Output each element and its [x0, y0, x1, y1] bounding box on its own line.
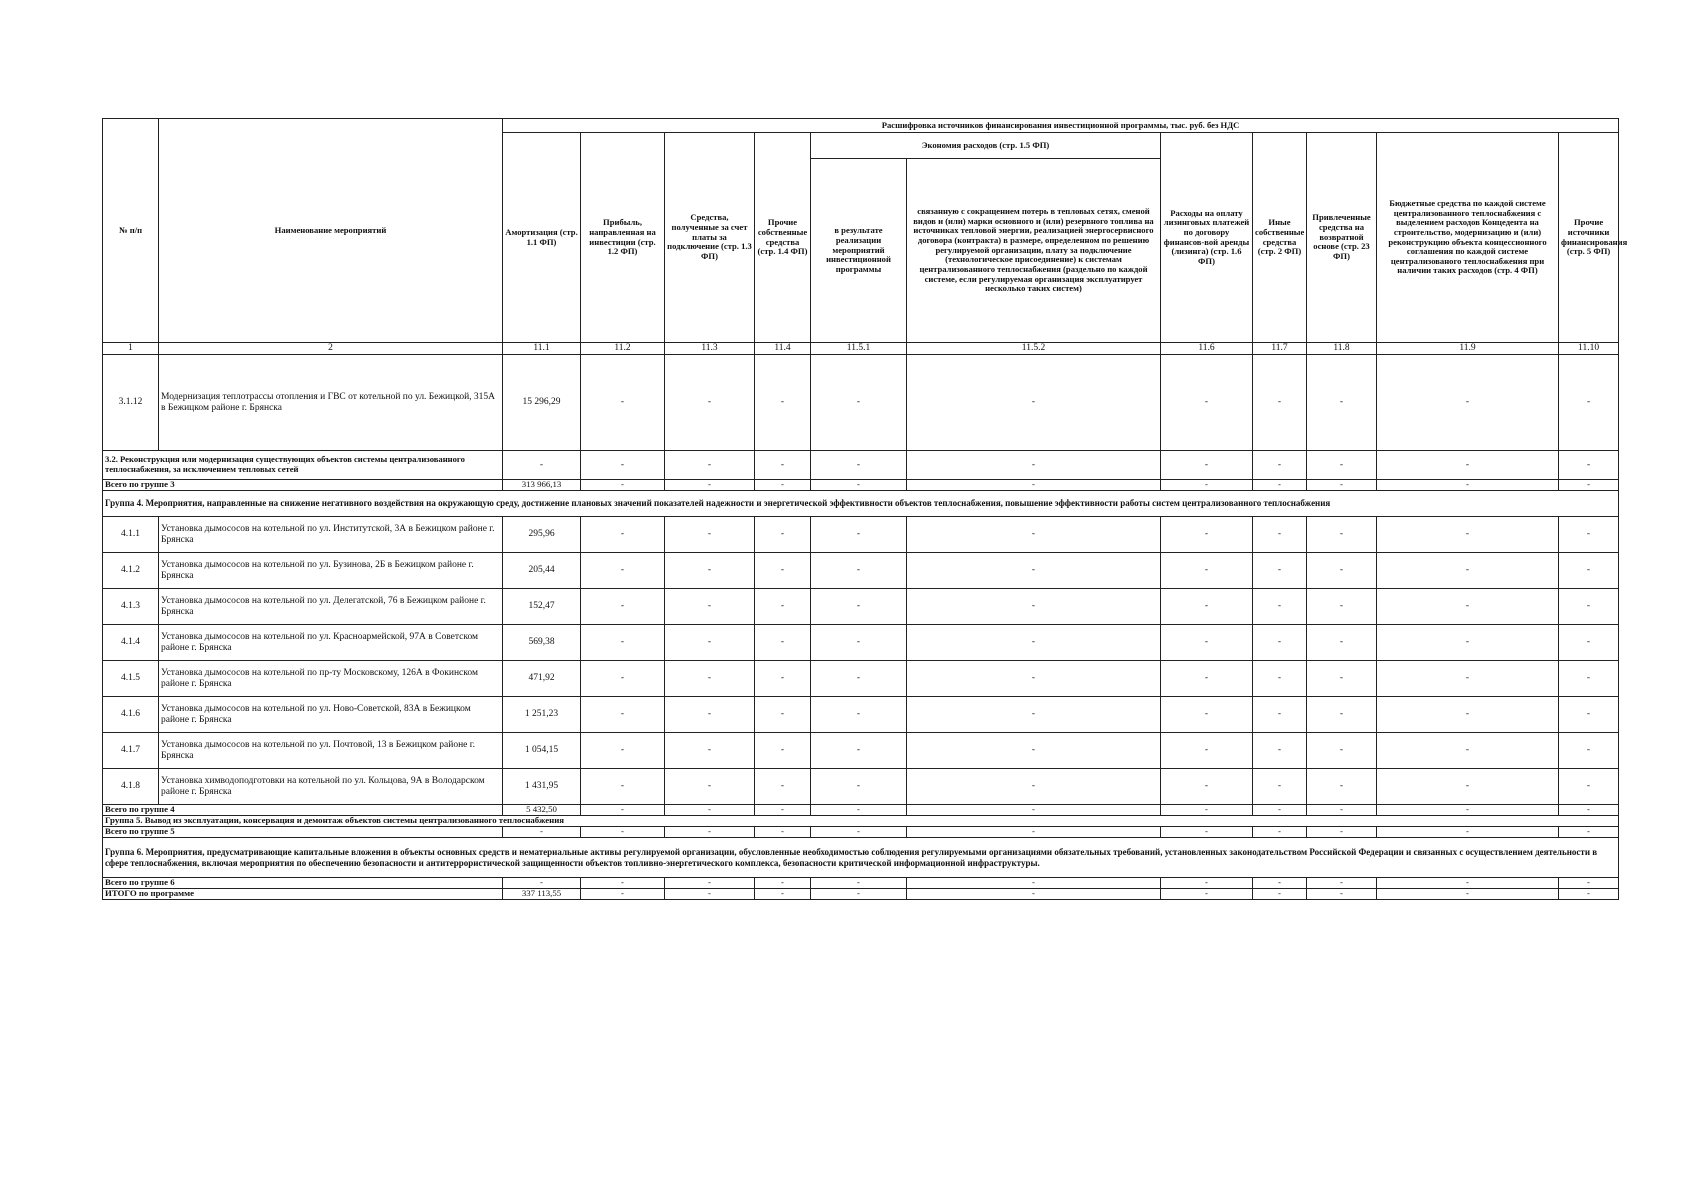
cell-dash: -	[811, 697, 907, 733]
cell-dash: -	[1161, 589, 1253, 625]
header-economy-title: Экономия расходов (стр. 1.5 ФП)	[811, 133, 1161, 159]
cell-dash: -	[581, 589, 665, 625]
cell-dash: -	[1253, 661, 1307, 697]
cell-dash: -	[1307, 889, 1377, 900]
cell-dash: -	[1377, 889, 1559, 900]
cell-dash: -	[581, 878, 665, 889]
total-label: Всего по группе 5	[103, 827, 503, 838]
cell-dash: -	[755, 480, 811, 491]
table-row	[103, 769, 1619, 805]
row-name: Установка дымососов на котельной по ул. Делегатской, 76 в Бежицком районе г. Брянска	[159, 589, 503, 625]
row-number: 4.1.6	[103, 697, 159, 733]
cell-dash: -	[1559, 733, 1619, 769]
total-label: Всего по группе 6	[103, 878, 503, 889]
cell-dash: -	[581, 769, 665, 805]
row-amortization: 15 296,29	[503, 355, 581, 451]
cell-dash: -	[581, 553, 665, 589]
cell-dash: -	[1161, 878, 1253, 889]
cell-dash: -	[581, 697, 665, 733]
header-col-11-1: Амортизация (стр. 1.1 ФП)	[503, 133, 581, 343]
index-cell: 11.7	[1253, 343, 1307, 355]
cell-dash: -	[1559, 451, 1619, 480]
row-name: Установка дымососов на котельной по ул. Ново-Советской, 83А в Бежицком районе г. Брянска	[159, 697, 503, 733]
index-cell: 11.3	[665, 343, 755, 355]
header-col-11-5-1: в результате реализации мероприятий инвестиционной программы	[811, 159, 907, 343]
cell-dash: -	[1307, 697, 1377, 733]
table-row-grand-total	[103, 889, 1619, 900]
row-amortization: 313 966,13	[503, 480, 581, 491]
cell-dash: -	[1307, 625, 1377, 661]
table-row	[103, 661, 1619, 697]
index-cell: 11.2	[581, 343, 665, 355]
cell-dash: -	[665, 553, 755, 589]
cell-dash: -	[1377, 625, 1559, 661]
row-number: 4.1.3	[103, 589, 159, 625]
group-heading-row	[103, 491, 1619, 517]
header-col-11-3: Средства, полученные за счет платы за подключение (стр. 1.3 ФП)	[665, 133, 755, 343]
row-amortization: 5 432,50	[503, 805, 581, 816]
cell-dash: -	[907, 769, 1161, 805]
cell-dash: -	[581, 625, 665, 661]
cell-dash: -	[665, 480, 755, 491]
cell-dash: -	[1377, 451, 1559, 480]
cell-dash: -	[1161, 769, 1253, 805]
header-col-11-10: Прочие источники финансирования (стр. 5 ФП)	[1559, 133, 1619, 343]
cell-dash: -	[665, 769, 755, 805]
cell-dash: -	[811, 733, 907, 769]
header-name: Наименование мероприятий	[159, 119, 503, 343]
row-name: Установка химводоподготовки на котельной по ул. Кольцова, 9А в Володарском районе г. Брянска	[159, 769, 503, 805]
cell-dash: -	[1307, 517, 1377, 553]
cell-dash: -	[1307, 355, 1377, 451]
cell-dash: -	[665, 451, 755, 480]
cell-dash: -	[811, 661, 907, 697]
cell-dash: -	[1253, 355, 1307, 451]
cell-dash: -	[755, 769, 811, 805]
cell-dash: -	[665, 733, 755, 769]
cell-dash: -	[755, 697, 811, 733]
row-name: Установка дымососов на котельной по ул. Красноармейской, 97А в Советском районе г. Брянска	[159, 625, 503, 661]
cell-dash: -	[907, 517, 1161, 553]
cell-dash: -	[665, 625, 755, 661]
cell-dash: -	[1307, 733, 1377, 769]
row-number: 4.1.5	[103, 661, 159, 697]
group-4-items	[102, 516, 1619, 900]
cell-dash: -	[665, 697, 755, 733]
cell-dash: -	[1161, 553, 1253, 589]
cell-dash: -	[1253, 733, 1307, 769]
cell-dash: -	[907, 355, 1161, 451]
cell-dash: -	[1377, 553, 1559, 589]
cell-dash: -	[907, 451, 1161, 480]
cell-dash: -	[1253, 805, 1307, 816]
total-label: Всего по группе 4	[103, 805, 503, 816]
table-row	[103, 733, 1619, 769]
cell-dash: -	[665, 827, 755, 838]
header-col-11-6: Расходы на оплату лизинговых платежей по договору финансов-вой аренды (лизинга) (стр. 1.6 ФП)	[1161, 133, 1253, 343]
grand-total-amortization: 337 113,55	[503, 889, 581, 900]
index-cell: 1	[103, 343, 159, 355]
cell-dash: -	[1161, 827, 1253, 838]
financing-table-sheet	[102, 118, 1628, 900]
index-cell: 11.8	[1307, 343, 1377, 355]
cell-dash: -	[1377, 733, 1559, 769]
row-name: Установка дымососов на котельной по пр-ту Московскому, 126А в Фокинском районе г. Брянска	[159, 661, 503, 697]
cell-dash: -	[811, 355, 907, 451]
table-row-total	[103, 480, 1619, 491]
cell-dash: -	[1559, 827, 1619, 838]
cell-dash: -	[1161, 355, 1253, 451]
cell-dash: -	[907, 553, 1161, 589]
row-number: 4.1.2	[103, 553, 159, 589]
cell-dash: -	[907, 589, 1161, 625]
index-row	[103, 343, 1619, 355]
cell-dash: -	[1377, 355, 1559, 451]
cell-dash: -	[1307, 480, 1377, 491]
cell-dash: -	[581, 451, 665, 480]
index-cell: 11.9	[1377, 343, 1559, 355]
cell-dash: -	[1559, 553, 1619, 589]
cell-dash: -	[1559, 697, 1619, 733]
table-row-total	[103, 878, 1619, 889]
cell-dash: -	[811, 889, 907, 900]
group-heading-row	[103, 838, 1619, 878]
row-amortization: 1 251,23	[503, 697, 581, 733]
row-name: Установка дымососов на котельной по ул. Бузинова, 2Б в Бежицком районе г. Брянска	[159, 553, 503, 589]
index-cell: 2	[159, 343, 503, 355]
cell-dash: -	[755, 878, 811, 889]
cell-dash: -	[1559, 889, 1619, 900]
cell-dash: -	[1377, 589, 1559, 625]
cell-dash: -	[1307, 878, 1377, 889]
row-amortization: 1 431,95	[503, 769, 581, 805]
cell-dash: -	[1559, 805, 1619, 816]
cell-dash: -	[581, 355, 665, 451]
cell-dash: -	[811, 480, 907, 491]
cell-dash: -	[1161, 451, 1253, 480]
cell-dash: -	[811, 553, 907, 589]
cell-dash: -	[581, 480, 665, 491]
cell-dash: -	[1161, 697, 1253, 733]
cell-dash: -	[1377, 827, 1559, 838]
index-cell: 11.6	[1161, 343, 1253, 355]
row-number: 4.1.8	[103, 769, 159, 805]
index-cell: 11.10	[1559, 343, 1619, 355]
cell-dash: -	[1253, 517, 1307, 553]
table-row	[103, 589, 1619, 625]
cell-dash: -	[755, 805, 811, 816]
header-num: № п/п	[103, 119, 159, 343]
cell-dash: -	[665, 355, 755, 451]
cell-dash: -	[1559, 517, 1619, 553]
financing-table	[102, 118, 1628, 517]
cell-dash: -	[1559, 589, 1619, 625]
index-cell: 11.5.1	[811, 343, 907, 355]
cell-dash: -	[811, 827, 907, 838]
cell-dash: -	[755, 517, 811, 553]
cell-dash: -	[1307, 769, 1377, 805]
cell-dash: -	[811, 517, 907, 553]
cell-dash: -	[755, 451, 811, 480]
header-col-11-7: Иные собственные средства (стр. 2 ФП)	[1253, 133, 1307, 343]
table-row	[103, 697, 1619, 733]
cell-dash: -	[755, 733, 811, 769]
cell-dash: -	[755, 827, 811, 838]
header-col-11-2: Прибыль, направленная на инвестиции (стр. 1.2 ФП)	[581, 133, 665, 343]
row-amortization: 471,92	[503, 661, 581, 697]
cell-dash: -	[1161, 661, 1253, 697]
row-amortization: -	[503, 827, 581, 838]
header-col-11-5-2: связанную с сокращением потерь в тепловых сетях, сменой видов и (или) марки основного и (или) резервного топлива на источниках тепловой энергии, реализацией энергосервисного договора (контракта) в размере, определенном по решению регулируемой организации, плату за подключение (технологическое присоединение) к системам централизованного теплоснабжения (раздельно по каждой системе, если регулируемая организация эксплуатирует несколько таких систем)	[907, 159, 1161, 343]
cell-dash: -	[665, 805, 755, 816]
table-row-total	[103, 827, 1619, 838]
cell-dash: -	[755, 553, 811, 589]
index-cell: 11.4	[755, 343, 811, 355]
row-number: 4.1.7	[103, 733, 159, 769]
table-row	[103, 517, 1619, 553]
index-cell: 11.1	[503, 343, 581, 355]
table-row	[103, 451, 1619, 480]
row-number: 3.1.12	[103, 355, 159, 451]
cell-dash: -	[1377, 805, 1559, 816]
cell-dash: -	[1161, 733, 1253, 769]
cell-dash: -	[811, 769, 907, 805]
row-number: 4.1.4	[103, 625, 159, 661]
cell-dash: -	[1307, 451, 1377, 480]
header-col-11-9: Бюджетные средства по каждой системе централизованного теплоснабжения с выделением расходов Концедента на строительство, модернизацию и (или) реконструкцию объекта концессионного соглашения по каждой системе централизованого теплоснабжения при наличии таких расходов (стр. 4 ФП)	[1377, 133, 1559, 343]
cell-dash: -	[1253, 625, 1307, 661]
cell-dash: -	[755, 355, 811, 451]
cell-dash: -	[755, 589, 811, 625]
cell-dash: -	[1161, 625, 1253, 661]
cell-dash: -	[1559, 661, 1619, 697]
cell-dash: -	[907, 625, 1161, 661]
cell-dash: -	[1307, 827, 1377, 838]
header-col-11-4: Прочие собственные средства (стр. 1.4 ФП)	[755, 133, 811, 343]
cell-dash: -	[581, 889, 665, 900]
row-amortization: 152,47	[503, 589, 581, 625]
cell-dash: -	[907, 697, 1161, 733]
total-label: Всего по группе 3	[103, 480, 503, 491]
cell-dash: -	[581, 661, 665, 697]
cell-dash: -	[665, 889, 755, 900]
cell-dash: -	[811, 878, 907, 889]
cell-dash: -	[1559, 355, 1619, 451]
row-name: Установка дымососов на котельной по ул. Почтовой, 13 в Бежицком районе г. Брянска	[159, 733, 503, 769]
cell-dash: -	[1253, 553, 1307, 589]
cell-dash: -	[1377, 769, 1559, 805]
cell-dash: -	[1253, 769, 1307, 805]
table-row	[103, 625, 1619, 661]
cell-dash: -	[581, 733, 665, 769]
cell-dash: -	[811, 805, 907, 816]
cell-dash: -	[755, 889, 811, 900]
cell-dash: -	[581, 827, 665, 838]
cell-dash: -	[1253, 451, 1307, 480]
group-heading: Группа 5. Вывод из эксплуатации, консервация и демонтаж объектов системы централизованного теплоснабжения	[103, 816, 1619, 827]
cell-dash: -	[755, 661, 811, 697]
cell-dash: -	[1253, 697, 1307, 733]
cell-dash: -	[665, 517, 755, 553]
cell-dash: -	[1253, 480, 1307, 491]
cell-dash: -	[1559, 769, 1619, 805]
table-row	[103, 355, 1619, 451]
cell-dash: -	[581, 517, 665, 553]
row-amortization: 1 054,15	[503, 733, 581, 769]
row-amortization: 295,96	[503, 517, 581, 553]
table-row-total	[103, 805, 1619, 816]
header-sources-title: Расшифровка источников финансирования инвестиционной программы, тыс. руб. без НДС	[503, 119, 1619, 133]
cell-dash: -	[1253, 827, 1307, 838]
cell-dash: -	[665, 589, 755, 625]
section-heading: 3.2. Реконструкция или модернизация существующих объектов системы централизованного теплоснабжения, за исключением тепловых сетей	[103, 451, 503, 480]
row-amortization: 569,38	[503, 625, 581, 661]
cell-dash: -	[1307, 805, 1377, 816]
cell-dash: -	[1377, 517, 1559, 553]
cell-dash: -	[1559, 878, 1619, 889]
cell-dash: -	[1253, 589, 1307, 625]
cell-dash: -	[907, 827, 1161, 838]
cell-dash: -	[1307, 661, 1377, 697]
cell-dash: -	[1307, 553, 1377, 589]
cell-dash: -	[907, 805, 1161, 816]
cell-dash: -	[1161, 517, 1253, 553]
cell-dash: -	[811, 625, 907, 661]
grand-total-label: ИТОГО по программе	[103, 889, 503, 900]
cell-dash: -	[1559, 480, 1619, 491]
cell-dash: -	[665, 878, 755, 889]
cell-dash: -	[907, 661, 1161, 697]
cell-dash: -	[1253, 889, 1307, 900]
cell-dash: -	[1559, 625, 1619, 661]
row-amortization: -	[503, 451, 581, 480]
cell-dash: -	[1377, 878, 1559, 889]
cell-dash: -	[811, 589, 907, 625]
cell-dash: -	[811, 451, 907, 480]
cell-dash: -	[1377, 661, 1559, 697]
cell-dash: -	[1161, 480, 1253, 491]
group-heading: Группа 6. Мероприятия, предусматривающие капитальные вложения в объекты основных средств и нематериальные активы регулируемой организации, обусловленные необходимостью соблюдения регулируемыми организациями обязательных требований, установленных законодательством Российской Федерации и связанных с осуществлением деятельности в сфере теплоснабжения, включая мероприятия по обеспечению безопасности и антитеррористической защищенности объектов топливно-энергетического комплекса, безопасности критической информационной инфраструктуры.	[103, 838, 1619, 878]
cell-dash: -	[1307, 589, 1377, 625]
table-row	[103, 553, 1619, 589]
group-heading: Группа 4. Мероприятия, направленные на снижение негативного воздействия на окружающую среду, достижение плановых значений показателей надежности и энергетической эффективности объектов теплоснабжения, повышение эффективности работы систем централизованного теплоснабжения	[103, 491, 1619, 517]
cell-dash: -	[907, 878, 1161, 889]
cell-dash: -	[1253, 878, 1307, 889]
cell-dash: -	[581, 805, 665, 816]
cell-dash: -	[1377, 697, 1559, 733]
cell-dash: -	[907, 889, 1161, 900]
cell-dash: -	[665, 661, 755, 697]
cell-dash: -	[755, 625, 811, 661]
row-number: 4.1.1	[103, 517, 159, 553]
row-name: Модернизация теплотрассы отопления и ГВС от котельной по ул. Бежицкой, 315А в Бежицком районе г. Брянска	[159, 355, 503, 451]
row-amortization: -	[503, 878, 581, 889]
row-amortization: 205,44	[503, 553, 581, 589]
row-name: Установка дымососов на котельной по ул. Институтской, 3А в Бежицком районе г. Брянска	[159, 517, 503, 553]
header-col-11-8: Привлеченные средства на возвратной основе (стр. 23 ФП)	[1307, 133, 1377, 343]
cell-dash: -	[907, 480, 1161, 491]
cell-dash: -	[1161, 889, 1253, 900]
index-cell: 11.5.2	[907, 343, 1161, 355]
cell-dash: -	[1377, 480, 1559, 491]
cell-dash: -	[907, 733, 1161, 769]
cell-dash: -	[1161, 805, 1253, 816]
group-heading-row	[103, 816, 1619, 827]
